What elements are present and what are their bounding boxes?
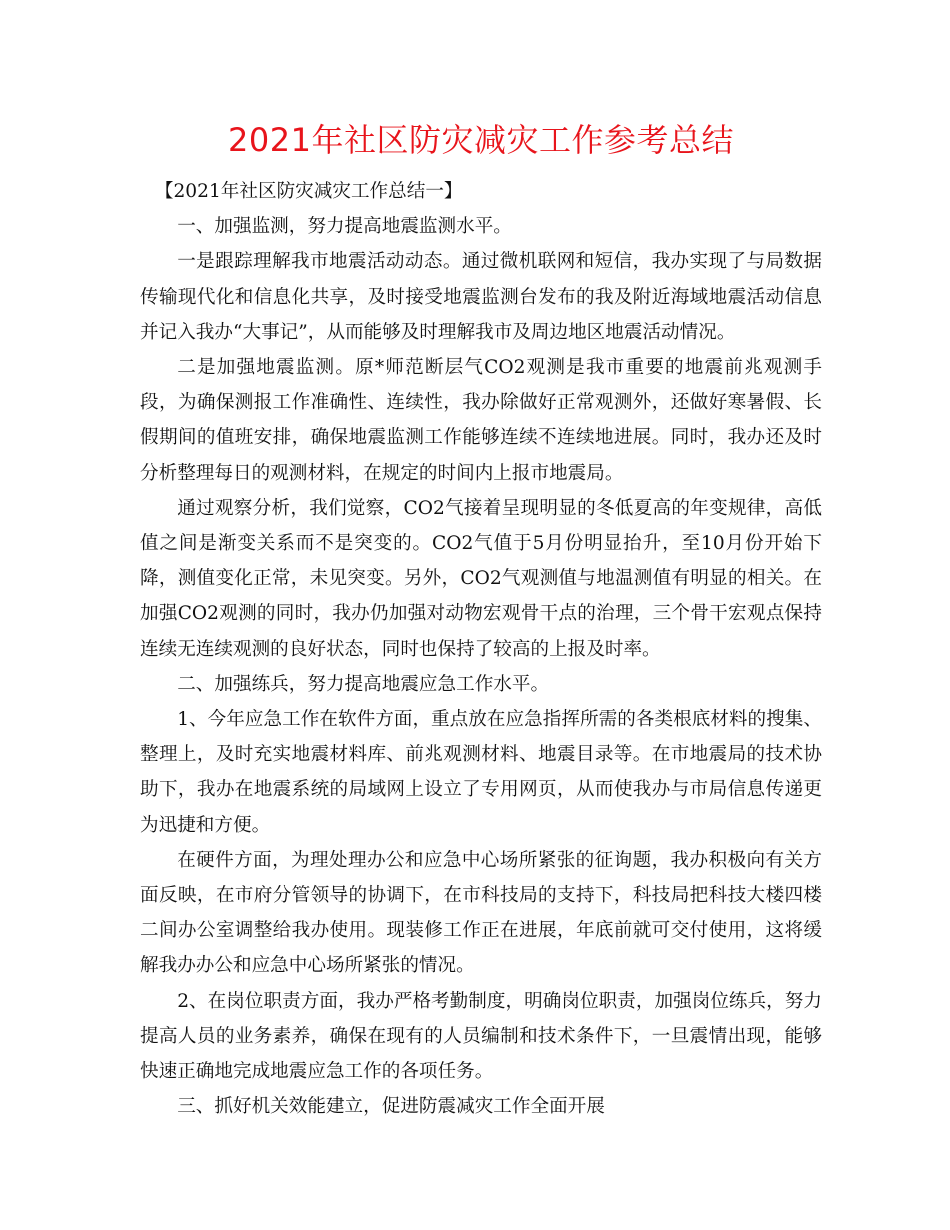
paragraph-software: 1、今年应急工作在软件方面，重点放在应急指挥所需的各类根底材料的搜集、整理上，及时充实地震材料库、前兆观测材料、地震目录等。在市地震局的技术协助下，我办在地震系统的局域网上设立了专用网页，从而使我办与市局信息传递更为迅捷和方便。	[140, 709, 822, 836]
section-subtitle: 【2021年社区防灾减灾工作总结一】	[154, 181, 463, 202]
paragraph-analysis: 通过观察分析，我们觉察，CO2气接着呈现明显的冬低夏高的年变规律，高低值之间是渐变关系而不是突变的。CO2气值于5月份明显抬升，至10月份开始下降，测值变化正常，未见突变。另外，CO2气观测值与地温测值有明显的相关。在加强CO2观测的同时，我办仍加强对动物宏观骨干点的治理，三个骨干宏观点保持连续无连续观测的良好状态，同时也保持了较高的上报及时率。	[140, 497, 822, 660]
heading-training: 二、加强练兵，努力提高地震应急工作水平。	[177, 673, 550, 695]
heading-efficiency: 三、抓好机关效能建立，促进防震减灾工作全面开展	[177, 1096, 605, 1118]
heading-monitoring: 一、加强监测，努力提高地震监测水平。	[177, 216, 512, 238]
paragraph-monitoring: 二是加强地震监测。原*师范断层气CO2观测是我市重要的地震前兆观测手段，为确保测报工作准确性、连续性，我办除做好正常观测外，还做好寒暑假、长假期间的值班安排，确保地震监测工作能够连续不连续地进展。同时，我办还及时分析整理每日的观测材料，在规定的时间内上报市地震局。	[140, 357, 822, 484]
document-title: 2021年社区防灾减灾工作参考总结	[228, 121, 734, 159]
paragraph-duties: 2、在岗位职责方面，我办严格考勤制度，明确岗位职责，加强岗位练兵，努力提高人员的业务素养，确保在现有的人员编制和技术条件下，一旦震情出现，能够快速正确地完成地震应急工作的各项任务。	[140, 990, 822, 1083]
paragraph-hardware: 在硬件方面，为理处理办公和应急中心场所紧张的征询题，我办积极向有关方面反映，在市府分管领导的协调下，在市科技局的支持下，科技局把科技大楼四楼二间办公室调整给我办使用。现装修工作正在进展，年底前就可交付使用，这将缓解我办办公和应急中心场所紧张的情况。	[140, 849, 822, 977]
document-body	[140, 174, 822, 1124]
paragraph-tracking: 一是跟踪理解我市地震活动动态。通过微机联网和短信，我办实现了与局数据传输现代化和信息化共享，及时接受地震监测台发布的我及附近海域地震活动信息并记入我办“大事记”，从而能够及时理解我市及周边地区地震活动情况。	[140, 251, 822, 343]
